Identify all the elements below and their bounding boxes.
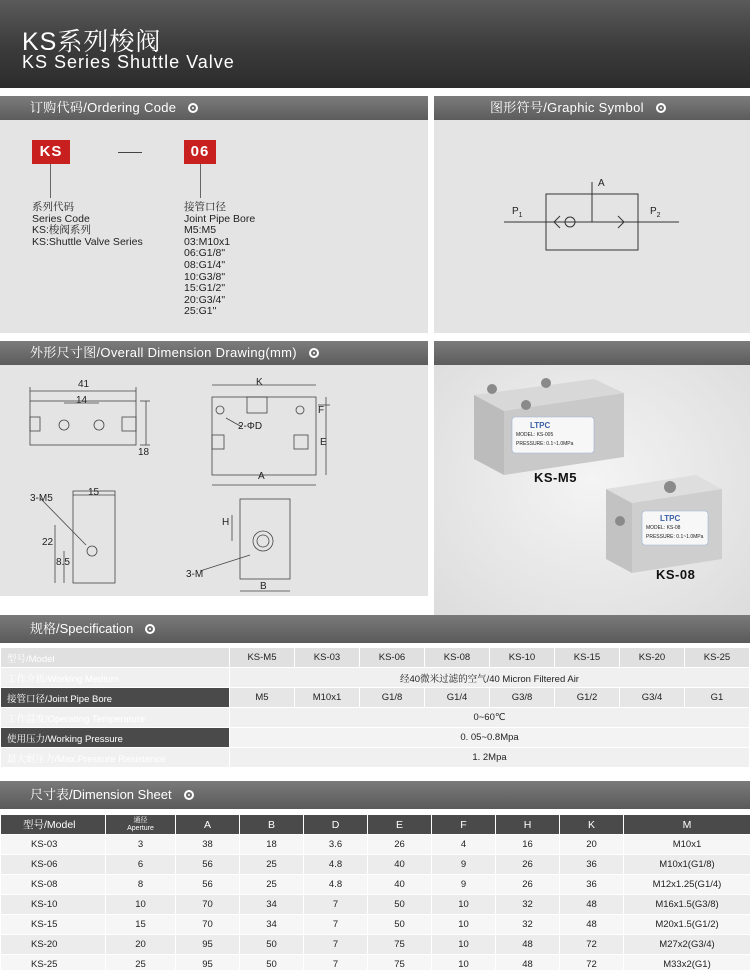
product-photo-bar <box>434 341 750 365</box>
table-cell: 4.8 <box>304 855 368 875</box>
table-cell: 70 <box>176 895 240 915</box>
table-cell: KS-10 <box>1 895 106 915</box>
table-cell: 26 <box>496 875 560 895</box>
spec-model: KS-15 <box>555 648 620 668</box>
table-row <box>1 835 750 855</box>
table-cell: 95 <box>176 955 240 970</box>
spec-model: KS-06 <box>360 648 425 668</box>
table-cell: 25 <box>240 875 304 895</box>
table-cell: 48 <box>496 955 560 970</box>
table-row <box>1 875 750 895</box>
table-cell: 26 <box>496 855 560 875</box>
label-pressure-1: PRESSURE: 0.1~1.0MPa <box>516 441 574 447</box>
table-cell: 10 <box>432 955 496 970</box>
table-cell: KS-03 <box>1 835 106 855</box>
table-cell: 25 <box>106 955 176 970</box>
page-title-en: KS Series Shuttle Valve <box>22 52 235 72</box>
dim-h: H <box>222 517 230 528</box>
dim-f: F <box>318 405 325 416</box>
dim-header-k: K <box>560 815 624 835</box>
spec-model: KS-25 <box>685 648 750 668</box>
table-cell: 15 <box>106 915 176 935</box>
dim-41: 41 <box>78 379 90 390</box>
table-cell: 56 <box>176 875 240 895</box>
code-separator <box>118 152 142 153</box>
shuttle-valve-symbol <box>434 172 750 312</box>
photo-area <box>434 365 750 620</box>
table-cell: 10 <box>432 895 496 915</box>
spec-bore-label: 接管口径/Joint Pipe Bore <box>1 688 230 708</box>
spec-bore: M5 <box>230 688 295 708</box>
spec-max-label: 最大耐压力/Max.Pressure Resistance <box>1 748 230 768</box>
dim-b: B <box>260 581 267 592</box>
dim-header-model: 型号/Model <box>1 815 106 835</box>
table-cell: 32 <box>496 915 560 935</box>
dim-header-e: E <box>368 815 432 835</box>
dim-18: 18 <box>138 447 150 458</box>
spec-model: KS-10 <box>490 648 555 668</box>
spec-bore: G1/2 <box>555 688 620 708</box>
table-cell: 36 <box>560 875 624 895</box>
table-cell: 95 <box>176 935 240 955</box>
spec-bore: G1 <box>685 688 750 708</box>
dimension-drawing-bar: 外形尺寸图/Overall Dimension Drawing(mm) <box>0 341 428 365</box>
table-cell: 9 <box>432 855 496 875</box>
specification-bar: 规格/Specification <box>0 615 750 643</box>
table-cell: 34 <box>240 895 304 915</box>
dim-8-5: 8.5 <box>56 557 70 568</box>
table-cell: 36 <box>560 855 624 875</box>
spec-model: KS-08 <box>425 648 490 668</box>
dim-header-row <box>1 815 750 835</box>
spec-temp-label: 工作温度/Operating Temperature <box>1 708 230 728</box>
table-cell: 4.8 <box>304 875 368 895</box>
table-cell: 16 <box>496 835 560 855</box>
dim-header-a: A <box>176 815 240 835</box>
table-cell: 10 <box>432 935 496 955</box>
dim-15: 15 <box>88 487 100 498</box>
valve-photos <box>434 365 750 620</box>
table-cell: M10x1(G1/8) <box>624 855 750 875</box>
spec-pressure-value: 0. 05~0.8Mpa <box>230 728 750 748</box>
ordering-code-panel <box>0 96 428 333</box>
spec-bore: G1/8 <box>360 688 425 708</box>
label-brand-2: LTPC <box>660 514 681 523</box>
dim-header-d: D <box>304 815 368 835</box>
spec-medium-row <box>1 668 750 688</box>
table-cell: 32 <box>496 895 560 915</box>
table-cell: 4 <box>432 835 496 855</box>
spec-model: KS-20 <box>620 648 685 668</box>
spec-bore: G3/4 <box>620 688 685 708</box>
table-cell: 34 <box>240 915 304 935</box>
dim-3-m5: 3-M5 <box>30 493 53 504</box>
table-cell: KS-20 <box>1 935 106 955</box>
table-cell: M33x2(G1) <box>624 955 750 970</box>
table-cell: 20 <box>106 935 176 955</box>
dim-phi-d: 2-ΦD <box>238 421 263 432</box>
table-row <box>1 935 750 955</box>
caption-ks-08: KS-08 <box>656 567 696 582</box>
table-cell: 7 <box>304 895 368 915</box>
spec-bore: G1/4 <box>425 688 490 708</box>
spec-model: KS-M5 <box>230 648 295 668</box>
table-cell: 50 <box>368 915 432 935</box>
circle-icon <box>309 348 319 358</box>
spec-bore: M10x1 <box>295 688 360 708</box>
circle-icon <box>145 624 155 634</box>
graphic-symbol-bar: 图形符号/Graphic Symbol <box>434 96 750 120</box>
bore-code-legend: 接管口径 Joint Pipe Bore M5:M5 03:M10x1 06:G1/8" 08:G1/4" 10:G3/8" 15:G1/2" 20:G3/4" 25:G1" <box>184 201 256 318</box>
dim-header-h: H <box>496 815 560 835</box>
spec-temp-row <box>1 708 750 728</box>
table-cell: 75 <box>368 935 432 955</box>
graphic-symbol-panel <box>434 96 750 333</box>
label-pressure-2: PRESSURE: 0.1~1.0MPa <box>646 534 704 540</box>
table-cell: 9 <box>432 875 496 895</box>
table-cell: 50 <box>240 955 304 970</box>
table-cell: 50 <box>240 935 304 955</box>
dimension-sheet-bar: 尺寸表/Dimension Sheet <box>0 781 750 809</box>
table-cell: M27x2(G3/4) <box>624 935 750 955</box>
spec-header-row <box>1 648 750 668</box>
bore-code-leader <box>200 164 201 198</box>
port-a-label: A <box>598 178 605 189</box>
dim-header-b: B <box>240 815 304 835</box>
series-code-legend: 系列代码 Series Code KS:梭阀系列 KS:Shuttle Valve Series <box>32 201 143 248</box>
table-row <box>1 915 750 935</box>
label-brand-1: LTPC <box>530 421 551 430</box>
ordering-code-bar: 订购代码/Ordering Code <box>0 96 428 120</box>
table-cell: 38 <box>176 835 240 855</box>
table-cell: 10 <box>432 915 496 935</box>
table-cell: 7 <box>304 935 368 955</box>
table-cell: 75 <box>368 955 432 970</box>
page-title-zh: KS系列梭阀 <box>22 28 162 56</box>
dim-e: E <box>320 437 327 448</box>
spec-temp-value: 0~60℃ <box>230 708 750 728</box>
table-cell: 48 <box>560 915 624 935</box>
table-cell: 26 <box>368 835 432 855</box>
dimension-drawing-panel <box>0 341 428 596</box>
spec-pressure-label: 使用压力/Working Pressure <box>1 728 230 748</box>
dim-header-f: F <box>432 815 496 835</box>
spec-bore: G3/8 <box>490 688 555 708</box>
table-cell: 3 <box>106 835 176 855</box>
spec-max-value: 1. 2Mpa <box>230 748 750 768</box>
table-cell: 48 <box>560 895 624 915</box>
table-cell: 3.6 <box>304 835 368 855</box>
table-cell: KS-25 <box>1 955 106 970</box>
dim-k: K <box>256 377 263 388</box>
series-code-box: KS <box>32 140 70 164</box>
spec-pressure-row <box>1 728 750 748</box>
dim-22: 22 <box>42 537 54 548</box>
specification-table <box>0 647 750 768</box>
spec-medium-value: 经40微米过滤的空气/40 Micron Filtered Air <box>230 668 750 688</box>
table-cell: 25 <box>240 855 304 875</box>
page-header <box>0 0 750 88</box>
circle-icon <box>184 790 194 800</box>
table-cell: 70 <box>176 915 240 935</box>
table-cell: 40 <box>368 855 432 875</box>
table-cell: KS-08 <box>1 875 106 895</box>
table-cell: M20x1.5(G1/2) <box>624 915 750 935</box>
table-cell: 40 <box>368 875 432 895</box>
table-cell: 20 <box>560 835 624 855</box>
table-cell: 6 <box>106 855 176 875</box>
table-row <box>1 955 750 970</box>
table-cell: 72 <box>560 955 624 970</box>
spec-bore-row <box>1 688 750 708</box>
table-cell: 18 <box>240 835 304 855</box>
table-row <box>1 895 750 915</box>
table-cell: M12x1.25(G1/4) <box>624 875 750 895</box>
dim-body <box>1 835 750 970</box>
spec-model-label: 型号/Model <box>1 648 230 668</box>
dim-3-m: 3-M <box>186 569 204 580</box>
caption-ks-m5: KS-M5 <box>534 470 577 485</box>
dim-14: 14 <box>76 395 88 406</box>
series-code-leader <box>50 164 51 198</box>
spec-medium-label: 工作介质/Working Medium <box>1 668 230 688</box>
circle-icon <box>656 103 666 113</box>
dimension-sheet-table <box>0 814 750 970</box>
table-cell: 50 <box>368 895 432 915</box>
dim-header-aperture: 通径 Aperture <box>106 815 176 835</box>
dim-header-m: M <box>624 815 750 835</box>
table-cell: 72 <box>560 935 624 955</box>
table-cell: M10x1 <box>624 835 750 855</box>
table-cell: 48 <box>496 935 560 955</box>
product-photo-panel <box>434 341 750 596</box>
label-model-1: MODEL: KS-005 <box>516 432 554 438</box>
table-row <box>1 855 750 875</box>
port-p2-label: $P_2$ <box>650 206 661 219</box>
label-model-2: MODEL: KS-08 <box>646 525 681 531</box>
bore-code-box: 06 <box>184 140 216 164</box>
table-cell: 7 <box>304 955 368 970</box>
dim-a: A <box>258 471 265 482</box>
spec-max-row <box>1 748 750 768</box>
table-cell: M16x1.5(G3/8) <box>624 895 750 915</box>
table-cell: KS-15 <box>1 915 106 935</box>
spec-model: KS-03 <box>295 648 360 668</box>
table-cell: 10 <box>106 895 176 915</box>
table-cell: 56 <box>176 855 240 875</box>
table-cell: 7 <box>304 915 368 935</box>
port-p1-label: $P_1$ <box>512 206 523 219</box>
circle-icon <box>188 103 198 113</box>
table-cell: 8 <box>106 875 176 895</box>
table-cell: KS-06 <box>1 855 106 875</box>
